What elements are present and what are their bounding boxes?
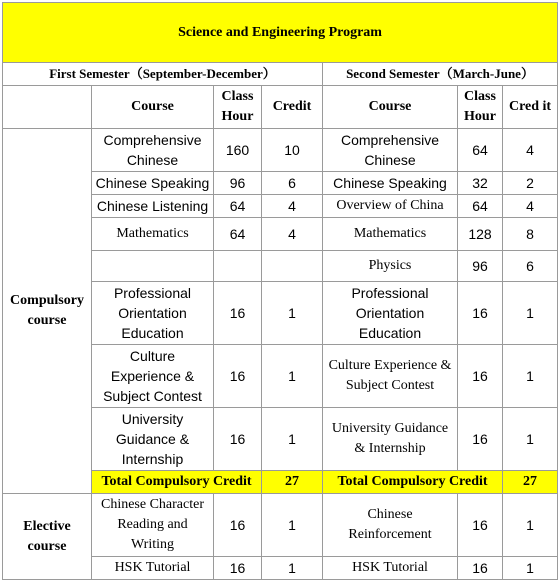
- table-row: [3, 129, 558, 172]
- second-semester-heading: Second Semester（March-June）: [323, 63, 558, 86]
- class-hour: 96: [458, 251, 503, 282]
- class-hour: 16: [458, 282, 503, 345]
- class-hour: 16: [458, 494, 503, 557]
- course-name: Mathematics: [323, 218, 458, 251]
- credit: 1: [262, 494, 323, 557]
- course-name: Chinese Speaking: [323, 172, 458, 195]
- course-name: Professional Orientation Education: [323, 282, 458, 345]
- credit: 4: [503, 129, 558, 172]
- class-hour: 16: [214, 557, 262, 580]
- course-name: Culture Experience & Subject Contest: [92, 345, 214, 408]
- credit: [262, 251, 323, 282]
- total-label-first: Total Compulsory Credit: [92, 471, 262, 494]
- program-table: [2, 2, 558, 580]
- credit: 1: [262, 408, 323, 471]
- course-name: Chinese Speaking: [92, 172, 214, 195]
- course-name: Comprehensive Chinese: [323, 129, 458, 172]
- course-name: HSK Tutorial: [323, 557, 458, 580]
- course-name: University Guidance & Internship: [92, 408, 214, 471]
- credit-header-second: Cred it: [503, 86, 558, 129]
- credit: 8: [503, 218, 558, 251]
- course-header-second: Course: [323, 86, 458, 129]
- credit: 1: [503, 557, 558, 580]
- class-hour: 16: [458, 557, 503, 580]
- class-hour: 64: [458, 195, 503, 218]
- credit-header-first: Credit: [262, 86, 323, 129]
- class-hour: 160: [214, 129, 262, 172]
- class-hour: 32: [458, 172, 503, 195]
- credit: 4: [503, 195, 558, 218]
- credit: 1: [262, 345, 323, 408]
- program-title: Science and Engineering Program: [3, 3, 558, 63]
- credit: 1: [262, 557, 323, 580]
- class-hour: 64: [214, 218, 262, 251]
- course-name: Chinese Reinforcement: [323, 494, 458, 557]
- total-label-second: Total Compulsory Credit: [323, 471, 503, 494]
- header-blank-cell: [3, 86, 92, 129]
- class-hour: [214, 251, 262, 282]
- compulsory-course-label: Compulsory course: [3, 129, 92, 494]
- class-hour: 16: [214, 282, 262, 345]
- total-credit-first: 27: [262, 471, 323, 494]
- class-hour: 128: [458, 218, 503, 251]
- course-name: Culture Experience & Subject Contest: [323, 345, 458, 408]
- course-name: Overview of China: [323, 195, 458, 218]
- class-hour-header-first: Class Hour: [214, 86, 262, 129]
- credit: 6: [503, 251, 558, 282]
- course-name: Chinese Character Reading and Writing: [92, 494, 214, 557]
- class-hour: 96: [214, 172, 262, 195]
- course-name: Chinese Listening: [92, 195, 214, 218]
- credit: 4: [262, 218, 323, 251]
- class-hour: 16: [458, 408, 503, 471]
- class-hour: 16: [214, 408, 262, 471]
- credit: 1: [503, 494, 558, 557]
- total-credit-second: 27: [503, 471, 558, 494]
- credit: 1: [503, 408, 558, 471]
- credit: 10: [262, 129, 323, 172]
- class-hour: 64: [214, 195, 262, 218]
- class-hour: 16: [214, 494, 262, 557]
- course-name: HSK Tutorial: [92, 557, 214, 580]
- class-hour: 16: [458, 345, 503, 408]
- course-header-first: Course: [92, 86, 214, 129]
- first-semester-heading: First Semester（September-December）: [3, 63, 323, 86]
- credit: 1: [262, 282, 323, 345]
- course-name: Comprehensive Chinese: [92, 129, 214, 172]
- credit: 1: [503, 282, 558, 345]
- credit: 6: [262, 172, 323, 195]
- elective-course-label: Elective course: [3, 494, 92, 580]
- course-name: Physics: [323, 251, 458, 282]
- table-row: [3, 494, 558, 557]
- credit: 2: [503, 172, 558, 195]
- class-hour-header-second: Class Hour: [458, 86, 503, 129]
- class-hour: 16: [214, 345, 262, 408]
- course-name: Mathematics: [92, 218, 214, 251]
- credit: 1: [503, 345, 558, 408]
- course-name: Professional Orientation Education: [92, 282, 214, 345]
- class-hour: 64: [458, 129, 503, 172]
- credit: 4: [262, 195, 323, 218]
- course-name: [92, 251, 214, 282]
- course-name: University Guidance & Internship: [323, 408, 458, 471]
